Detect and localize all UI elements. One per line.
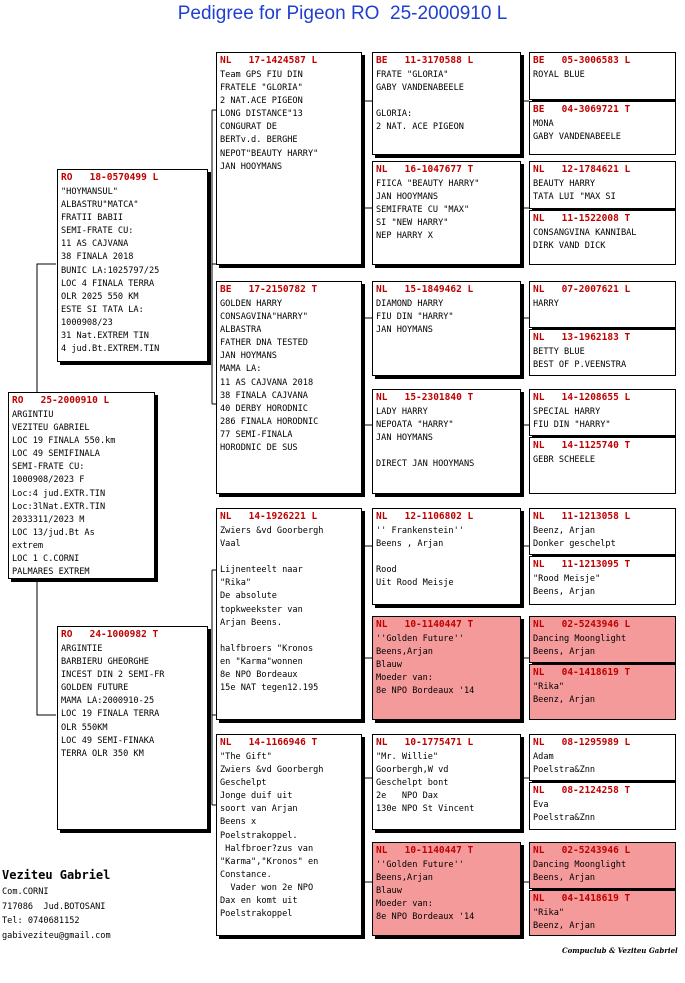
great-grandparent-details: ''Golden Future'' Beens,Arjan Blauw Moeder van: 8e NPO Bordeaux '14 — [376, 860, 475, 923]
gggp-details: ROYAL BLUE — [533, 70, 585, 80]
gggp-details: SPECIAL HARRY FIU DIN "HARRY" — [533, 407, 611, 431]
gggp-ring-number: BE 04-3069721 T — [533, 104, 631, 115]
gggp-details: Beenz, Arjan Donker geschelpt — [533, 526, 616, 550]
gggp-dam-card[interactable] — [529, 437, 676, 494]
great-grandparent-ring-number: NL 16-1047677 T — [376, 164, 474, 175]
great-grandparent-ring-number: NL 15-1849462 L — [376, 284, 474, 295]
great-grandparent-details: "Mr. Willie" Goorbergh,W vd Geschelpt bont 2e NPO Dax 130e NPO St Vincent — [376, 752, 475, 815]
great-grandparent-ring-number: NL 12-1106802 L — [376, 511, 474, 522]
gggp-sire-card[interactable] — [529, 508, 676, 555]
gggp-dam-card[interactable] — [529, 210, 676, 265]
gggp-details: "Rika" Beenz, Arjan — [533, 682, 596, 706]
gggp-pair — [529, 389, 676, 494]
grandparent-card[interactable] — [216, 508, 362, 720]
gggp-details: BETTY BLUE BEST OF P.VEENSTRA — [533, 347, 627, 371]
gggp-details: MONA GABY VANDENABEELE — [533, 119, 621, 143]
dam-ring-number: RO 24-1000982 T — [61, 629, 159, 640]
great-grandparent-details: DIAMOND HARRY FIU DIN "HARRY" JAN HOYMANS — [376, 299, 454, 336]
gggp-pair — [529, 281, 676, 376]
subject-details: ARGINTIU VEZITEU GABRIEL LOC 19 FINALA 550.km LOC 49 SEMIFINALA SEMI-FRATE CU: 1000908/2023 F Loc:4 jud.EXTR.TIN Loc:3lNat.EXTR.TIN 2033311/2023 M LOC 13/jud.Bt As extrem LOC 1 C.CORNI PALMARES EXTREM — [12, 410, 116, 578]
gggp-details: Dancing Moonglight Beens, Arjan — [533, 860, 627, 884]
gggp-ring-number: NL 11-1213058 L — [533, 511, 631, 522]
gggp-pair — [529, 161, 676, 265]
gggp-sire-card[interactable] — [529, 161, 676, 209]
breeder-address: 717086 Jud.BOTOSANI — [2, 902, 106, 912]
great-grandparent-card-highlighted[interactable] — [372, 842, 521, 936]
great-grandparent-details: LADY HARRY NEPOATA "HARRY" JAN HOYMANS DIRECT JAN HOOYMANS — [376, 407, 475, 470]
great-grandparent-ring-number: NL 10-1140447 T — [376, 845, 474, 856]
breeder-phone: Tel: 0740681152 — [2, 916, 80, 926]
great-grandparent-ring-number: NL 15-2301840 T — [376, 392, 474, 403]
gggp-sire-card-highlighted[interactable] — [529, 616, 676, 663]
gggp-ring-number: NL 04-1418619 T — [533, 893, 631, 904]
grandparent-details: Team GPS FIU DIN FRATELE "GLORIA" 2 NAT.ACE PIGEON LONG DISTANCE"13 CONGURAT DE BERTv.d. BERGHE NEPOT"BEAUTY HARRY" JAN HOOYMANS — [220, 70, 319, 172]
gggp-ring-number: NL 08-2124258 T — [533, 785, 631, 796]
great-grandparent-ring-number: NL 10-1775471 L — [376, 737, 474, 748]
great-grandparent-card-highlighted[interactable] — [372, 616, 521, 720]
gggp-sire-card[interactable] — [529, 389, 676, 436]
gggp-details: CONSANGVINA KANNIBAL DIRK VAND DICK — [533, 228, 637, 252]
gggp-sire-card[interactable] — [529, 734, 676, 781]
gggp-ring-number: NL 02-5243946 L — [533, 619, 631, 630]
gggp-ring-number: NL 11-1522008 T — [533, 213, 631, 224]
gggp-dam-card[interactable] — [529, 556, 676, 605]
gggp-sire-card-highlighted[interactable] — [529, 842, 676, 889]
gggp-details: "Rood Meisje" Beens, Arjan — [533, 574, 601, 598]
gggp-details: Eva Poelstra&Znn — [533, 800, 596, 824]
great-grandparent-card[interactable] — [372, 389, 521, 494]
great-grandparent-ring-number: NL 10-1140447 T — [376, 619, 474, 630]
great-grandparent-card[interactable] — [372, 508, 521, 605]
footer-credit: Compuclub & Veziteu Gabriel — [562, 946, 678, 955]
gggp-sire-card[interactable] — [529, 281, 676, 328]
great-grandparent-card[interactable] — [372, 281, 521, 376]
grandparent-details: GOLDEN HARRY CONSAGVINA"HARRY" ALBASTRA FATHER DNA TESTED JAN HOYMANS MAMA LA: 11 AS CAJVANA 2018 38 FINALA CAJVANA 40 DERBY HORODNIC 286 FINALA HORODNIC 77 SEMI-FINALA HORODNIC DE SUS — [220, 299, 319, 454]
dam-card[interactable] — [57, 626, 208, 830]
grandparent-details: "The Gift" Zwiers &vd Goorbergh Geschelpt Jonge duif uit soort van Arjan Beens x Poelstrakoppel. Halfbroer?zus van "Karma","Kronos" en Constance. Vader won 2e NPO Dax en komt uit Poelstrakoppel — [220, 752, 324, 920]
great-grandparent-card[interactable] — [372, 52, 521, 155]
gggp-ring-number: NL 04-1418619 T — [533, 667, 631, 678]
grandparent-details: Zwiers &vd Goorbergh Vaal Lijnenteelt naar "Rika" De absolute topkweekster van Arjan Beens. halfbroers "Kronos en "Karma"wonnen 8e NPO Bordeaux 15e NAT tegen12.195 — [220, 526, 324, 694]
dam-details: ARGINTIE BARBIERU GHEORGHE INCEST DIN 2 SEMI-FR GOLDEN FUTURE MAMA LA:2000910-25 LOC 19 FINALA TERRA OLR 550KM LOC 49 SEMI-FINAKA TERRA OLR 350 KM — [61, 644, 165, 759]
gggp-ring-number: NL 11-1213095 T — [533, 559, 631, 570]
gggp-details: "Rika" Beenz, Arjan — [533, 908, 596, 932]
gggp-pair — [529, 842, 676, 936]
sire-ring-number: RO 18-0570499 L — [61, 172, 159, 183]
breeder-locality: Com.CORNI — [2, 887, 49, 897]
subject-ring-number: RO 25-2000910 L — [12, 395, 110, 406]
subject-pigeon-card[interactable] — [8, 392, 155, 579]
gggp-details: GEBR SCHEELE — [533, 455, 596, 465]
gggp-details: Dancing Moonglight Beens, Arjan — [533, 634, 627, 658]
grandparent-ring-number: NL 14-1166946 T — [220, 737, 318, 748]
sire-details: "HOYMANSUL" ALBASTRU"MATCA" FRATII BABII SEMI-FRATE CU: 11 AS CAJVANA 38 FINALA 2018 BUNIC LA:1025797/25 LOC 4 FINALA TERRA OLR 2025 550 KM ESTE SI TATA LA: 1000908/23 31 Nat.EXTREM TIN 4 jud.Bt.EXTREM.TIN — [61, 187, 160, 355]
gggp-ring-number: NL 13-1962183 T — [533, 332, 631, 343]
great-grandparent-card[interactable] — [372, 734, 521, 830]
gggp-dam-card[interactable] — [529, 782, 676, 830]
great-grandparent-details: '' Frankenstein'' Beens , Arjan Rood Uit Rood Meisje — [376, 526, 464, 589]
gggp-ring-number: NL 12-1784621 L — [533, 164, 631, 175]
breeder-name: Veziteu Gabriel — [2, 868, 111, 882]
gggp-dam-card-highlighted[interactable] — [529, 890, 676, 936]
grandparent-ring-number: NL 17-1424587 L — [220, 55, 318, 66]
great-grandparent-ring-number: BE 11-3170588 L — [376, 55, 474, 66]
grandparent-card[interactable] — [216, 52, 362, 265]
grandparent-ring-number: NL 14-1926221 L — [220, 511, 318, 522]
gggp-pair — [529, 734, 676, 830]
gggp-pair — [529, 616, 676, 720]
gggp-ring-number: NL 14-1208655 L — [533, 392, 631, 403]
gggp-dam-card[interactable] — [529, 329, 676, 376]
gggp-sire-card[interactable] — [529, 52, 676, 100]
great-grandparent-details: ''Golden Future'' Beens,Arjan Blauw Moeder van: 8e NPO Bordeaux '14 — [376, 634, 475, 697]
gggp-details: BEAUTY HARRY TATA LUI "MAX SI — [533, 179, 616, 203]
grandparent-card[interactable] — [216, 281, 362, 494]
great-grandparent-details: FRATE "GLORIA" GABY VANDENABEELE GLORIA: 2 NAT. ACE PIGEON — [376, 70, 464, 133]
gggp-dam-card-highlighted[interactable] — [529, 664, 676, 720]
gggp-pair — [529, 508, 676, 605]
gggp-ring-number: NL 07-2007621 L — [533, 284, 631, 295]
gggp-ring-number: NL 08-1295989 L — [533, 737, 631, 748]
page-title: Pedigree for Pigeon RO 25-2000910 L — [177, 3, 508, 24]
gggp-details: Adam Poelstra&Znn — [533, 752, 596, 776]
gggp-ring-number: BE 05-3006583 L — [533, 55, 631, 66]
breeder-email[interactable]: gabiveziteu@gmail.com — [2, 931, 111, 941]
gggp-dam-card[interactable] — [529, 101, 676, 155]
gggp-ring-number: NL 14-1125740 T — [533, 440, 631, 451]
gggp-ring-number: NL 02-5243946 L — [533, 845, 631, 856]
sire-card[interactable] — [57, 169, 208, 362]
grandparent-card[interactable] — [216, 734, 362, 936]
gggp-details: HARRY — [533, 299, 559, 309]
gggp-pair — [529, 52, 676, 155]
great-grandparent-details: FIICA "BEAUTY HARRY" JAN HOOYMANS SEMIFRATE CU "MAX" SI "NEW HARRY" NEP HARRY X — [376, 179, 480, 242]
grandparent-ring-number: BE 17-2150782 T — [220, 284, 318, 295]
great-grandparent-card[interactable] — [372, 161, 521, 265]
